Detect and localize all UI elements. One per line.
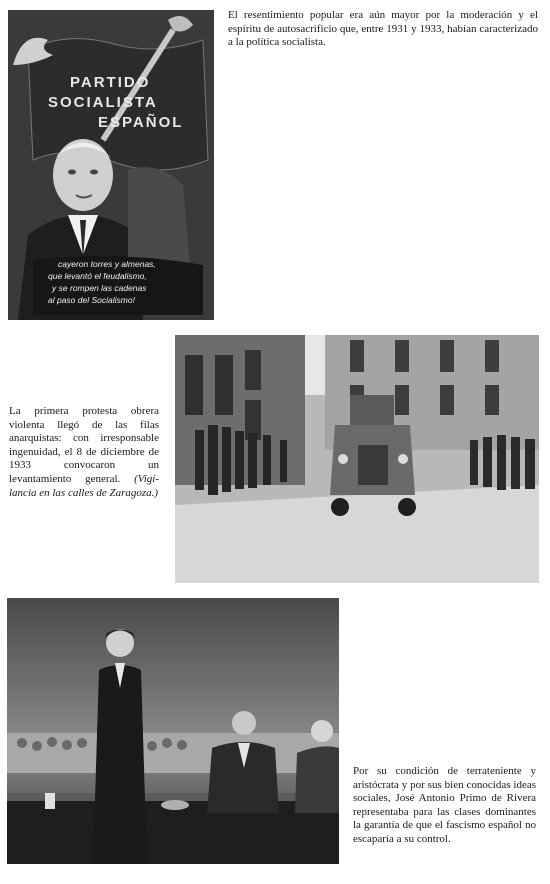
poster-verse-line: que levantó el feudalismo, bbox=[48, 271, 147, 281]
poster-banner-line1: PARTIDO bbox=[70, 74, 151, 91]
poster-banner-line3: ESPAÑOL bbox=[98, 114, 184, 131]
poster-banner-line2: SOCIALISTA bbox=[48, 94, 158, 111]
caption-street-italic: (Vigilancia en las calles de Zaragoza.) bbox=[9, 472, 159, 499]
caption-poster: El resentimiento popular era aún mayor por la moderación y el espíritu de autosacrificio que, entre 1931 y 1933, habían caracterizado a la política socialista. bbox=[228, 9, 538, 49]
speech-photo bbox=[7, 598, 339, 864]
poster-photo bbox=[8, 10, 214, 320]
caption-speech: Por su condición de terrateniente y aristócrata y por sus bien conocidas ideas sociales, José Antonio Primo de Rivera representaba para las clases dominantes la garantía de que el fascismo español no escaparía a su control. bbox=[353, 765, 536, 845]
speech-scene bbox=[7, 598, 339, 864]
poster-verse-line: y se rompen las cadenas bbox=[52, 283, 147, 293]
poster-verse-line: al paso del Socialismo! bbox=[48, 295, 135, 305]
caption-street bbox=[9, 405, 159, 500]
street-scene bbox=[175, 335, 539, 583]
street-photo bbox=[175, 335, 539, 583]
poster-verse bbox=[48, 258, 156, 306]
poster-verse-line: cayeron torres y almenas, bbox=[58, 259, 156, 269]
caption-street-text: La primera protesta obrera violenta llegó de las filas anarquistas: con irresponsable ingenuidad, el 8 de diciembre de 1933 convocaron un levantamiento general. bbox=[9, 405, 159, 485]
